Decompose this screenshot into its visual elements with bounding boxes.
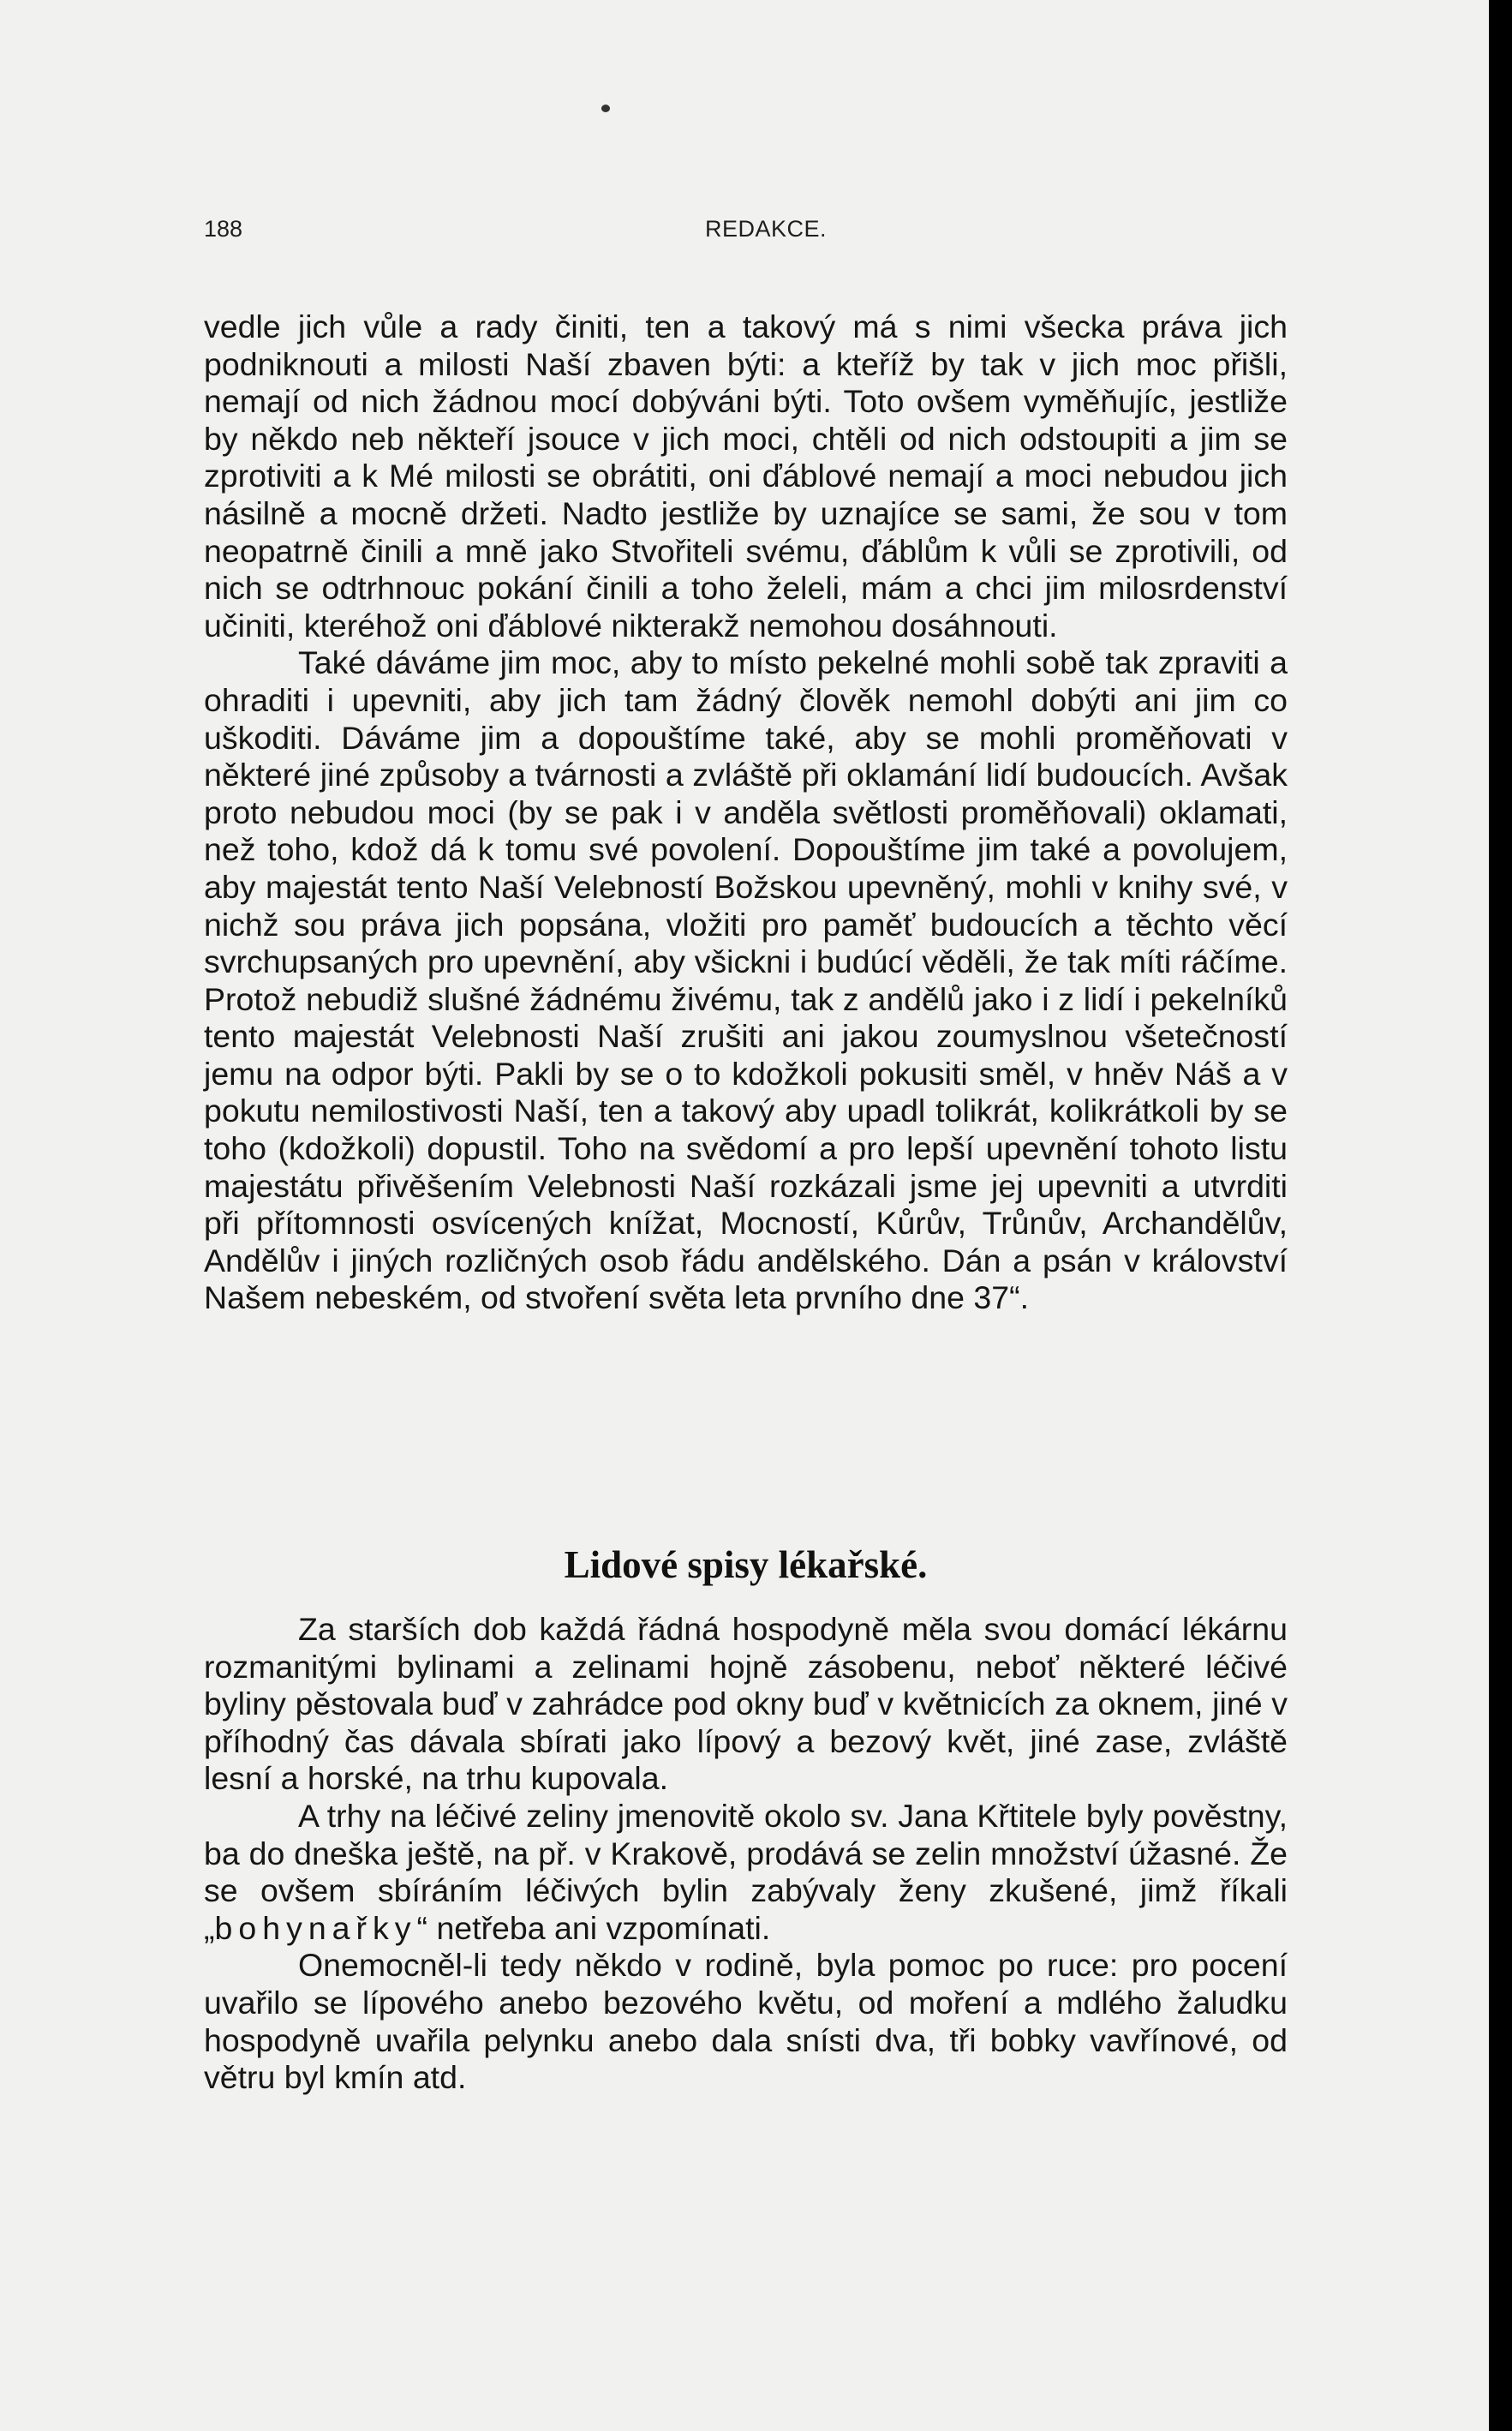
section-title: Lidové spisy lékařské. — [564, 1543, 928, 1586]
paragraph-text: “ netřeba ani vzpomínati. — [416, 1909, 771, 1946]
paragraph: Také dáváme jim moc, aby to místo pekelné mohli sobě tak zpraviti a ohraditi i upevniti, aby jich tam žádný člověk nemohl dobýti ani jim co uškoditi. Dáváme jim a dopouštíme také, aby se mohli proměňovati v některé jiné způsoby a tvárnosti a zvláště při oklamání lidí budoucích. Avšak proto nebudou moci (by se pak i v anděla světlosti proměňovali) oklamati, než toho, kdož dá k tomu své povolení. Dopouštíme jim také a povolujem, aby majestát tento Naší Velebností Božskou upevněný, mohli v knihy své, v nichž sou práva jich popsána, vložiti pro paměť budoucích a těchto věcí svrchupsaných pro upevnění, aby všickni i budúcí věděli, že tak míti ráčíme. Protož nebudiž slušné žádnému živému, tak z andělů jako i z lidí i pekelníků tento majestát Velebnosti Naší zrušiti ani jakou zoumyslnou všetečností jemu na odpor býti. Pakli by se o to kdožkoli pokusiti směl, v hněv Náš a v pokutu nemilostivosti Naší, ten a takový aby upadl tolikrát, kolikrátkoli by se toho (kdožkoli) dopustil. Toho na svědomí a pro lepší upevnění tohoto listu majestátu přivěšením Velebnosti Naší rozkázali jsme jej upevniti a utvrditi při přítomnosti osvícených knížat, Mocností, Kůrův, Trůnův, Archandělův, Andělův i jiných rozličných osob řádu andělského. Dán a psán v království Našem nebeském, od stvoření světa leta prvního dne 37“. — [204, 644, 1288, 1316]
section-text — [204, 1611, 1288, 2097]
running-head: REDAKCE. — [705, 216, 828, 242]
paragraph: Onemocněl-li tedy někdo v rodině, byla pomoc po ruce: pro pocení uvařilo se lípového anebo bezového květu, od moření a mdlého žaludku hospodyně uvařila pelynku anebo dala snísti dva, tři bobky vavřínové, od větru byl kmín atd. — [204, 1947, 1288, 2096]
main-text — [204, 308, 1288, 1317]
ink-speck — [601, 105, 610, 112]
paragraph: vedle jich vůle a rady činiti, ten a takový má s nimi všecka práva jich podniknouti a milosti Naší zbaven býti: a kteříž by tak v jich moc přišli, nemají od nich žádnou mocí dobýváni býti. Toto ovšem vyměňujíc, jestliže by někdo neb někteří jsouce v jich moci, chtěli od nich odstoupiti a jim se zprotiviti a k Mé milosti se obrátiti, oni ďáblové nemají a moci nebudou jich násilně a mocně držeti. Nadto jestliže by uznajíce se sami, že sou v tom neopatrně činili a mně jako Stvořiteli svému, ďáblům k vůli se zprotivili, od nich se odtrhnouc pokání činili a toho želeli, mám a chci jim milosrdenství učiniti, kteréhož oni ďáblové nikterakž nemohou dosáhnouti. — [204, 308, 1288, 644]
paragraph-text: A trhy na léčivé zeliny jmenovitě okolo sv. Jana Křtitele byly pověstny, ba do dneška ještě, na př. v Krakově, prodává se zelin množství úžasné. Že se ovšem sbíráním léčivých bylin zabývaly ženy zkušené, jimž říkali „ — [204, 1797, 1288, 1946]
paragraph — [204, 1798, 1288, 1947]
spaced-term: bohynařky — [214, 1909, 417, 1946]
page-number: 188 — [204, 216, 243, 242]
page-header — [204, 216, 1275, 250]
paragraph: Za starších dob každá řádná hospodyně měla svou domácí lékárnu rozmanitými bylinami a zelinami hojně zásobenu, neboť některé léčivé byliny pěstovala buď v zahrádce pod okny buď v květnicích za oknem, jiné v příhodný čas dávala sbírati jako lípový a bezový květ, jiné zase, zvláště lesní a horské, na trhu kupovala. — [204, 1611, 1288, 1797]
